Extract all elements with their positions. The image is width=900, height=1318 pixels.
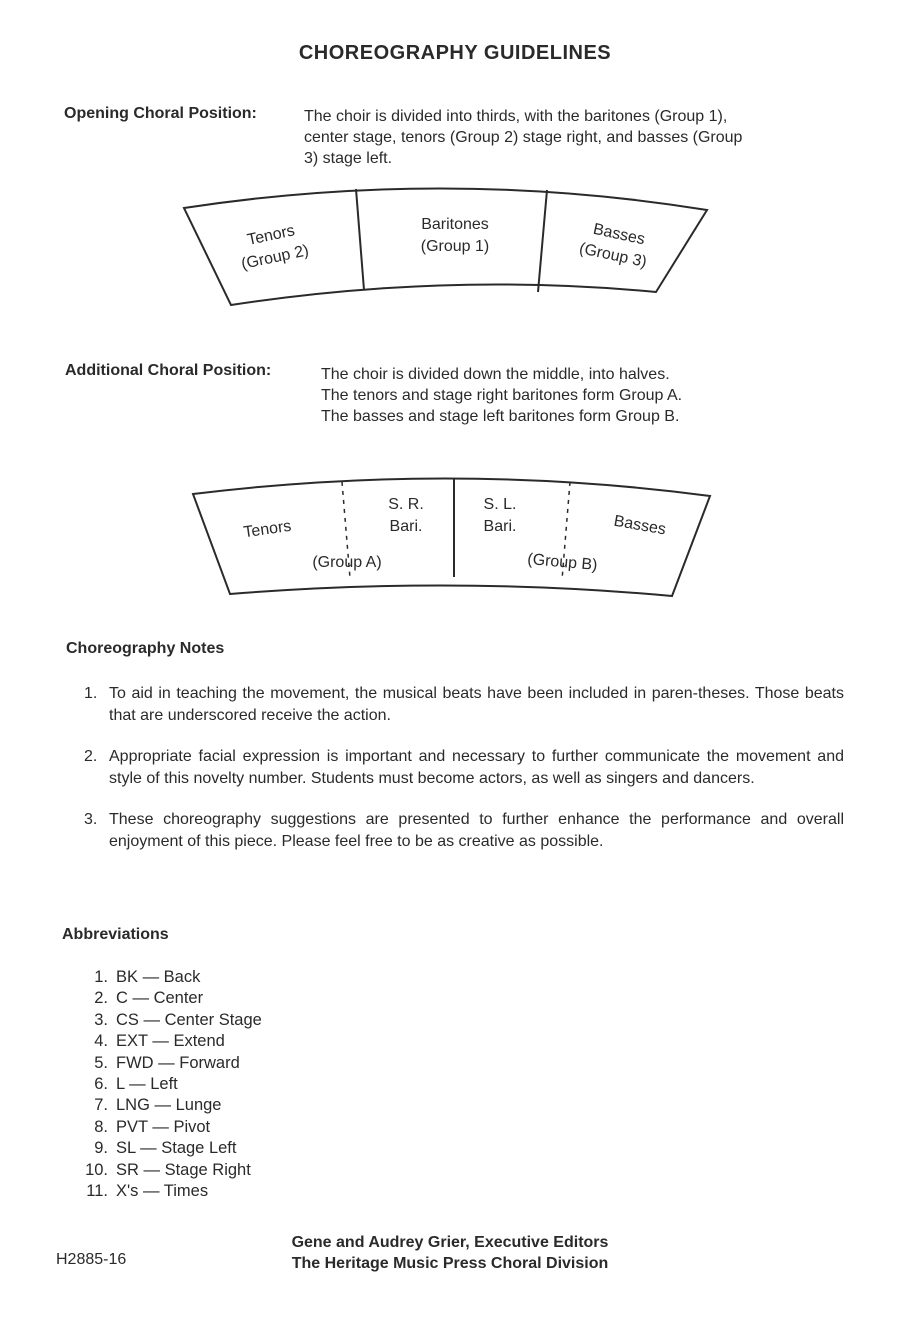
abbreviation-item — [80, 1160, 262, 1181]
abbreviation-text: FWD — Forward — [116, 1053, 240, 1072]
abbreviation-number: 3. — [94, 1010, 108, 1029]
additional-position-text — [321, 364, 682, 427]
abbreviation-item — [80, 967, 262, 988]
tenors-label: Tenors — [242, 517, 293, 542]
abbreviation-number: 5. — [94, 1053, 108, 1072]
footer-publisher: The Heritage Music Press Choral Division — [291, 1255, 609, 1272]
stage-left-baritone-line2: Bari. — [483, 518, 517, 535]
abbreviation-item — [80, 1074, 262, 1095]
catalog-code: H2885-16 — [56, 1251, 127, 1268]
abbreviation-item — [80, 1138, 262, 1159]
abbreviation-item — [80, 1181, 262, 1202]
abbreviation-text: CS — Center Stage — [116, 1010, 262, 1029]
abbreviation-text: PVT — Pivot — [116, 1117, 211, 1136]
abbreviation-text: SL — Stage Left — [116, 1139, 237, 1158]
abbreviation-number: 9. — [94, 1139, 108, 1158]
additional-line: The basses and stage left baritones form Group B. — [321, 408, 680, 425]
opening-position-text — [304, 106, 742, 169]
basses-label: Basses — [591, 220, 647, 249]
additional-line: The choir is divided down the middle, into halves. — [321, 366, 670, 383]
abbreviation-text: C — Center — [116, 989, 204, 1008]
note-text: These choreography suggestions are presented to further enhance the performance and overall enjoyment of this piece. Please feel free to be as creative as possible. — [109, 811, 844, 850]
abbreviation-text: SR — Stage Right — [116, 1160, 251, 1179]
section-divider — [356, 189, 364, 290]
opening-line: 3) stage left. — [304, 150, 393, 167]
baritones-label: Baritones — [421, 216, 489, 233]
opening-line: The choir is divided into thirds, with the baritones (Group 1), — [304, 108, 728, 125]
note-item — [84, 746, 844, 789]
opening-position-diagram — [180, 180, 715, 310]
additional-line: The tenors and stage right baritones form Group A. — [321, 387, 683, 404]
abbreviation-number: 8. — [94, 1117, 108, 1136]
basses-label: Basses — [612, 512, 668, 539]
abbreviation-number: 7. — [94, 1096, 108, 1115]
note-item — [84, 683, 844, 726]
tenors-label: Tenors — [245, 222, 297, 249]
additional-position-diagram — [190, 470, 715, 602]
stage-left-baritone-line1: S. L. — [483, 496, 517, 513]
note-number: 1. — [84, 685, 98, 702]
abbreviation-text: L — Left — [116, 1075, 178, 1094]
footer-credits — [0, 1232, 900, 1274]
opening-position-label: Opening Choral Position: — [64, 105, 257, 122]
note-number: 3. — [84, 811, 98, 828]
abbreviation-number: 6. — [94, 1075, 108, 1094]
abbreviations-list — [80, 967, 262, 1202]
abbreviation-item — [80, 1031, 262, 1052]
abbreviation-item — [80, 988, 262, 1009]
abbreviation-text: X's — Times — [116, 1182, 209, 1201]
opening-line: center stage, tenors (Group 2) stage right, and basses (Group — [304, 129, 743, 146]
abbreviation-number: 2. — [94, 989, 108, 1008]
additional-position-label: Additional Choral Position: — [65, 362, 272, 379]
stage-right-baritone-line2: Bari. — [389, 518, 423, 535]
abbreviation-number: 11. — [86, 1182, 108, 1201]
abbreviations-heading: Abbreviations — [62, 926, 169, 943]
abbreviation-text: BK — Back — [116, 968, 201, 986]
abbreviation-item — [80, 1117, 262, 1138]
note-text: To aid in teaching the movement, the musical beats have been included in paren-theses. Those beats that are underscored receive the action. — [109, 685, 844, 724]
baritones-group-label: (Group 1) — [420, 238, 490, 255]
note-number: 2. — [84, 748, 98, 765]
abbreviation-item — [80, 1095, 262, 1116]
abbreviation-number: 4. — [94, 1032, 108, 1051]
abbreviation-number: 10. — [85, 1160, 108, 1179]
section-divider — [538, 190, 547, 292]
abbreviation-item — [80, 1010, 262, 1031]
basses-group-label: (Group 3) — [577, 240, 649, 272]
abbreviation-text: LNG — Lunge — [116, 1096, 222, 1115]
note-item — [84, 809, 844, 852]
footer-editors: Gene and Audrey Grier, Executive Editors — [291, 1234, 609, 1251]
abbreviation-number: 1. — [94, 968, 108, 986]
page-title: CHOREOGRAPHY GUIDELINES — [298, 42, 612, 64]
abbreviation-text: EXT — Extend — [116, 1032, 225, 1051]
abbreviation-item — [80, 1053, 262, 1074]
stage-right-baritone-line1: S. R. — [388, 496, 424, 513]
tenors-group-label: (Group 2) — [239, 242, 311, 274]
notes-heading: Choreography Notes — [66, 640, 225, 657]
notes-list — [84, 683, 844, 872]
note-text: Appropriate facial expression is important and necessary to further communicate the movement and style of this novelty number. Students must become actors, as well as singers and dancers. — [109, 748, 844, 787]
group-b-label: (Group B) — [526, 550, 599, 575]
group-a-label: (Group A) — [312, 554, 382, 571]
